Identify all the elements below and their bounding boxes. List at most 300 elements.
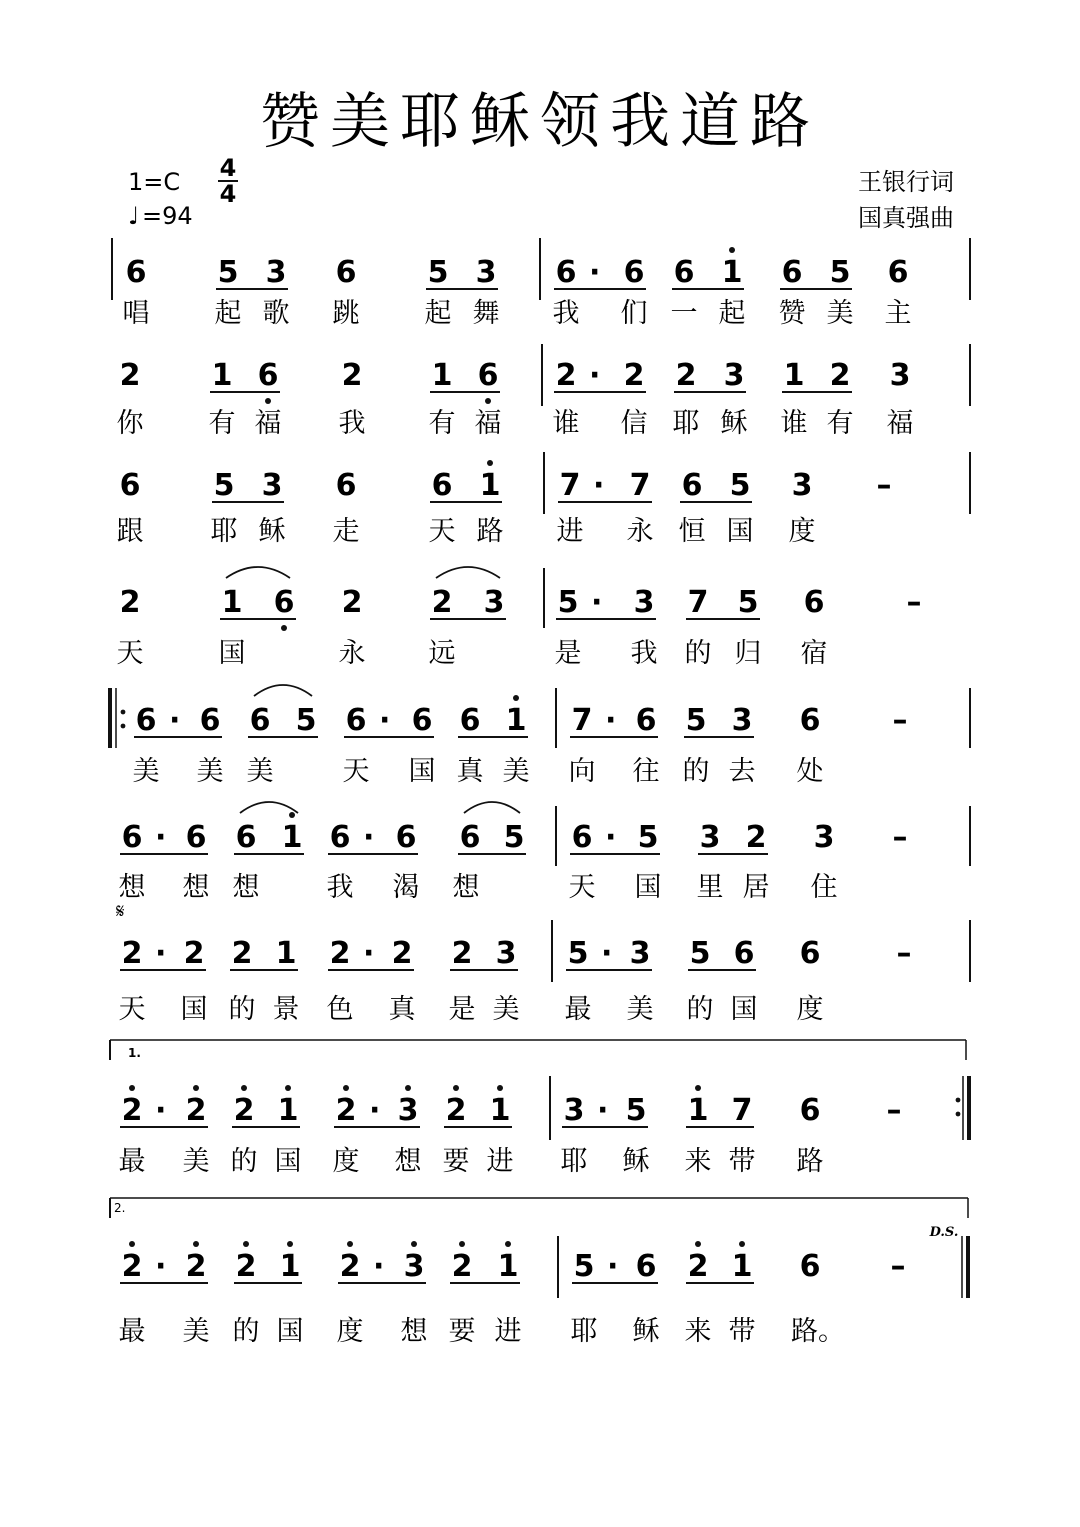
score-row-1 [112,238,970,329]
score-row-4 [117,568,922,669]
lyric: 的 [682,756,710,787]
time-signature-top: 4 [219,154,237,182]
octave-high-dot [695,1085,701,1091]
lyric: 国 [276,1316,304,1347]
note: 6 [733,936,755,971]
note: 2 [745,820,767,855]
note: 2 [121,936,143,971]
octave-high-dot [289,812,295,818]
score-row-3 [117,452,971,547]
sustain-dash: – [886,1093,902,1128]
lyric: 渴 [392,872,420,903]
lyric: 跳 [332,298,360,329]
note: 5 [689,936,711,971]
lyric: 路 [476,516,504,547]
note: 3 [791,468,813,503]
note: 6 [345,703,367,738]
octave-high-dot [405,1085,411,1091]
key-signature: 1=C [128,168,181,196]
note: 3 [495,936,517,971]
octave-low-dot [281,625,287,631]
lyric: 是 [448,994,476,1025]
note: 6 [681,468,703,503]
note: 3 [261,468,283,503]
lyric: 国 [634,872,662,903]
sustain-dash: – [876,468,892,503]
lyric: 最 [118,1316,146,1347]
octave-high-dot [129,1241,135,1247]
note: 2 [451,936,473,971]
time-signature-bottom: 4 [219,180,237,208]
lyric: 有 [826,408,854,439]
note: 6 [799,703,821,738]
lyric: 福 [474,408,502,439]
lyric: 永 [626,516,654,547]
lyric: 国 [274,1146,302,1177]
lyric: 起 [718,298,746,329]
lyric: 耶 [560,1146,588,1177]
note: 2 [235,1249,257,1284]
lyric: 要 [442,1146,470,1177]
augmentation-dot: · [363,820,375,855]
octave-high-dot [729,247,735,253]
note: 6 [395,820,417,855]
note: 5 [427,255,449,290]
octave-high-dot [497,1085,503,1091]
score-rows [110,238,970,1347]
note: 6 [411,703,433,738]
augmentation-dot: · [597,1093,609,1128]
note: 6 [887,255,909,290]
lyric: 想 [400,1316,428,1347]
score-row-7 [119,920,971,1025]
note: 6 [799,1093,821,1128]
note: 2 [185,1249,207,1284]
lyric: 天 [428,516,456,547]
augmentation-dot: · [369,1093,381,1128]
segno-icon: 𝄋 [116,899,125,923]
augmentation-dot: · [607,1249,619,1284]
augmentation-dot: · [589,358,601,393]
score-row-8 [119,1076,970,1177]
repeat-dot [121,710,126,715]
note: 6 [571,820,593,855]
lyric: 想 [232,872,260,903]
note: 2 [339,1249,361,1284]
note: 3 [403,1249,425,1284]
lyric: 想 [118,872,146,903]
lyric: 美 [502,756,530,787]
slur [254,685,312,696]
lyric: 福 [254,408,282,439]
lyric: 我 [552,298,580,329]
song-title: 赞美耶稣领我道路 [260,87,820,157]
note: 6 [781,255,803,290]
note: 6 [249,703,271,738]
augmentation-dot: · [169,703,181,738]
note: 6 [121,820,143,855]
lyric: 想 [394,1146,422,1177]
lyric: 唱 [122,298,150,329]
note: 6 [459,703,481,738]
note: 1 [687,1093,709,1128]
note: 3 [483,585,505,620]
augmentation-dot: · [363,936,375,971]
lyric: 进 [486,1146,514,1177]
note: 6 [799,1249,821,1284]
note: 5 [729,468,751,503]
sustain-dash: – [896,936,912,971]
note: 1 [281,820,303,855]
note: 1 [497,1249,519,1284]
note: 2 [231,936,253,971]
note: 3 [889,358,911,393]
note: 2 [431,585,453,620]
dal-segno-label: D.S. [929,1225,959,1240]
augmentation-dot: · [155,1093,167,1128]
note: 6 [459,820,481,855]
note: 6 [125,255,147,290]
repeat-dot [121,724,126,729]
note: 6 [635,1249,657,1284]
lyric: 往 [632,756,660,787]
lyric: 我 [338,408,366,439]
note: 3 [397,1093,419,1128]
note: 5 [213,468,235,503]
note: 3 [731,703,753,738]
note: 1 [783,358,805,393]
note: 1 [431,358,453,393]
note: 5 [625,1093,647,1128]
lyric: 歌 [262,298,290,329]
lyric: 想 [182,872,210,903]
lyric: 的 [228,994,256,1025]
note: 7 [687,585,709,620]
lyric: 的 [684,638,712,669]
lyric: 耶 [570,1316,598,1347]
octave-low-dot [265,398,271,404]
augmentation-dot: · [155,936,167,971]
octave-high-dot [453,1085,459,1091]
note: 2 [687,1249,709,1284]
lyric: 你 [116,408,144,439]
augmentation-dot: · [605,703,617,738]
octave-high-dot [241,1085,247,1091]
lyric: 稣 [720,408,748,439]
note: 5 [217,255,239,290]
ending-2-label: 2. [114,1201,126,1215]
lyric: 起 [424,298,452,329]
lyric: 走 [332,516,360,547]
lyric: 度 [332,1146,360,1177]
note: 3 [723,358,745,393]
octave-high-dot [343,1085,349,1091]
lyric: 去 [728,756,756,787]
note: 2 [335,1093,357,1128]
note: 3 [813,820,835,855]
octave-high-dot [347,1241,353,1247]
score-row-9 [119,1236,969,1347]
octave-low-dot [485,398,491,404]
lyric: 最 [564,994,592,1025]
repeat-dot [956,1112,961,1117]
octave-high-dot [739,1241,745,1247]
lyric: 美 [492,994,520,1025]
composer: 国真强曲 [858,204,954,232]
sustain-dash: – [906,585,922,620]
lyric: 恒 [678,516,706,547]
lyric: 的 [686,994,714,1025]
slur [226,567,290,578]
ending-1-label: 1. [128,1046,141,1060]
note: 2 [233,1093,255,1128]
lyric: 住 [810,872,838,903]
octave-high-dot [695,1241,701,1247]
lyric: 路。 [791,1316,845,1347]
note: 3 [265,255,287,290]
note: 1 [721,255,743,290]
note: 6 [803,585,825,620]
note: 6 [329,820,351,855]
augmentation-dot: · [589,255,601,290]
lyric: 有 [208,408,236,439]
lyric: 进 [494,1316,522,1347]
lyric: 信 [620,408,648,439]
note: 2 [341,585,363,620]
lyric: 天 [116,638,144,669]
lyric: 稣 [258,516,286,547]
lyric: 国 [726,516,754,547]
note: 3 [629,936,651,971]
note: 3 [633,585,655,620]
slur [464,802,520,813]
octave-high-dot [513,695,519,701]
note: 7 [559,468,581,503]
note: 6 [555,255,577,290]
note: 2 [185,1093,207,1128]
lyric: 度 [788,516,816,547]
lyric: 真 [388,994,416,1025]
note: 6 [431,468,453,503]
lyric: 有 [428,408,456,439]
note: 5 [557,585,579,620]
note: 6 [623,255,645,290]
lyric: 居 [742,872,770,903]
augmentation-dot: · [155,820,167,855]
lyric: 我 [326,872,354,903]
lyric: 永 [338,638,366,669]
lyric: 最 [118,1146,146,1177]
sustain-dash: – [892,703,908,738]
score-row-5 [110,688,970,787]
sustain-dash: – [892,820,908,855]
lyric: 美 [626,994,654,1025]
note: 6 [335,468,357,503]
note: 1 [479,468,501,503]
lyric: 跟 [116,516,144,547]
lyric: 想 [452,872,480,903]
octave-high-dot [193,1085,199,1091]
octave-high-dot [411,1241,417,1247]
octave-high-dot [505,1241,511,1247]
note: 5 [503,820,525,855]
lyric: 美 [196,756,224,787]
note: 2 [119,585,141,620]
lyricist: 王银行词 [858,168,954,196]
lyric: 进 [556,516,584,547]
note: 2 [121,1093,143,1128]
octave-high-dot [459,1241,465,1247]
score-row-6 [119,806,971,903]
note: 7 [629,468,651,503]
note: 2 [623,358,645,393]
note: 2 [183,936,205,971]
lyric: 起 [214,298,242,329]
score-row-2 [117,344,971,439]
note: 1 [489,1093,511,1128]
note: 6 [257,358,279,393]
augmentation-dot: · [593,468,605,503]
note: 2 [445,1093,467,1128]
lyric: 国 [180,994,208,1025]
lyric: 赞 [778,298,806,329]
note: 2 [391,936,413,971]
note: 6 [185,820,207,855]
lyric: 美 [826,298,854,329]
note: 5 [567,936,589,971]
lyric: 天 [118,994,146,1025]
note: 2 [555,358,577,393]
lyric: 美 [182,1146,210,1177]
lyric: 天 [568,872,596,903]
note: 2 [341,358,363,393]
octave-high-dot [243,1241,249,1247]
lyric: 谁 [780,408,808,439]
octave-high-dot [487,460,493,466]
lyric: 国 [408,756,436,787]
lyric: 真 [456,756,484,787]
augmentation-dot: · [601,936,613,971]
note: 6 [335,255,357,290]
note: 1 [221,585,243,620]
note: 6 [119,468,141,503]
note: 6 [635,703,657,738]
lyric: 带 [728,1316,756,1347]
augmentation-dot: · [591,585,603,620]
note: 1 [279,1249,301,1284]
augmentation-dot: · [605,820,617,855]
note: 5 [295,703,317,738]
quarter-note-icon: ♩ [128,202,140,230]
lyric: 度 [796,994,824,1025]
lyric: 的 [232,1316,260,1347]
lyric: 谁 [552,408,580,439]
lyric: 色 [326,994,354,1025]
note: 5 [685,703,707,738]
note: 5 [637,820,659,855]
lyric: 度 [336,1316,364,1347]
slur [240,802,298,813]
lyric: 归 [734,638,762,669]
note: 1 [277,1093,299,1128]
lyric: 我 [630,638,658,669]
note: 6 [135,703,157,738]
lyric: 们 [620,298,648,329]
lyric: 的 [230,1146,258,1177]
lyric: 向 [568,756,596,787]
augmentation-dot: · [155,1249,167,1284]
note: 6 [273,585,295,620]
octave-high-dot [287,1241,293,1247]
lyric: 稣 [622,1146,650,1177]
lyric: 福 [886,408,914,439]
lyric: 远 [428,638,456,669]
lyric: 里 [696,872,724,903]
note: 1 [505,703,527,738]
note: 7 [731,1093,753,1128]
octave-high-dot [285,1085,291,1091]
note: 2 [121,1249,143,1284]
tempo-value: =94 [142,202,193,230]
note: 6 [235,820,257,855]
lyric: 稣 [632,1316,660,1347]
lyric: 美 [182,1316,210,1347]
note: 1 [731,1249,753,1284]
lyric: 景 [272,994,300,1025]
note: 3 [475,255,497,290]
lyric: 带 [728,1146,756,1177]
sustain-dash: – [890,1249,906,1284]
note: 3 [699,820,721,855]
repeat-dot [956,1098,961,1103]
lyric: 国 [730,994,758,1025]
note: 1 [275,936,297,971]
lyric: 舞 [472,298,500,329]
lyric: 来 [684,1146,712,1177]
note: 6 [477,358,499,393]
note: 6 [673,255,695,290]
lyric: 美 [246,756,274,787]
lyric: 处 [796,756,824,787]
note: 3 [563,1093,585,1128]
lyric: 主 [884,298,912,329]
octave-high-dot [193,1241,199,1247]
note: 2 [829,358,851,393]
note: 5 [829,255,851,290]
lyric: 是 [554,638,582,669]
lyric: 路 [796,1146,824,1177]
note: 1 [211,358,233,393]
lyric: 要 [448,1316,476,1347]
lyric: 天 [342,756,370,787]
note: 2 [329,936,351,971]
octave-high-dot [129,1085,135,1091]
lyric: 来 [684,1316,712,1347]
note: 2 [451,1249,473,1284]
note: 6 [199,703,221,738]
note: 5 [573,1249,595,1284]
lyric: 宿 [800,638,828,669]
note: 2 [119,358,141,393]
lyric: 国 [218,638,246,669]
slur [436,567,500,578]
augmentation-dot: · [373,1249,385,1284]
lyric: 耶 [672,408,700,439]
note: 2 [675,358,697,393]
note: 5 [737,585,759,620]
lyric: 美 [132,756,160,787]
note: 7 [571,703,593,738]
